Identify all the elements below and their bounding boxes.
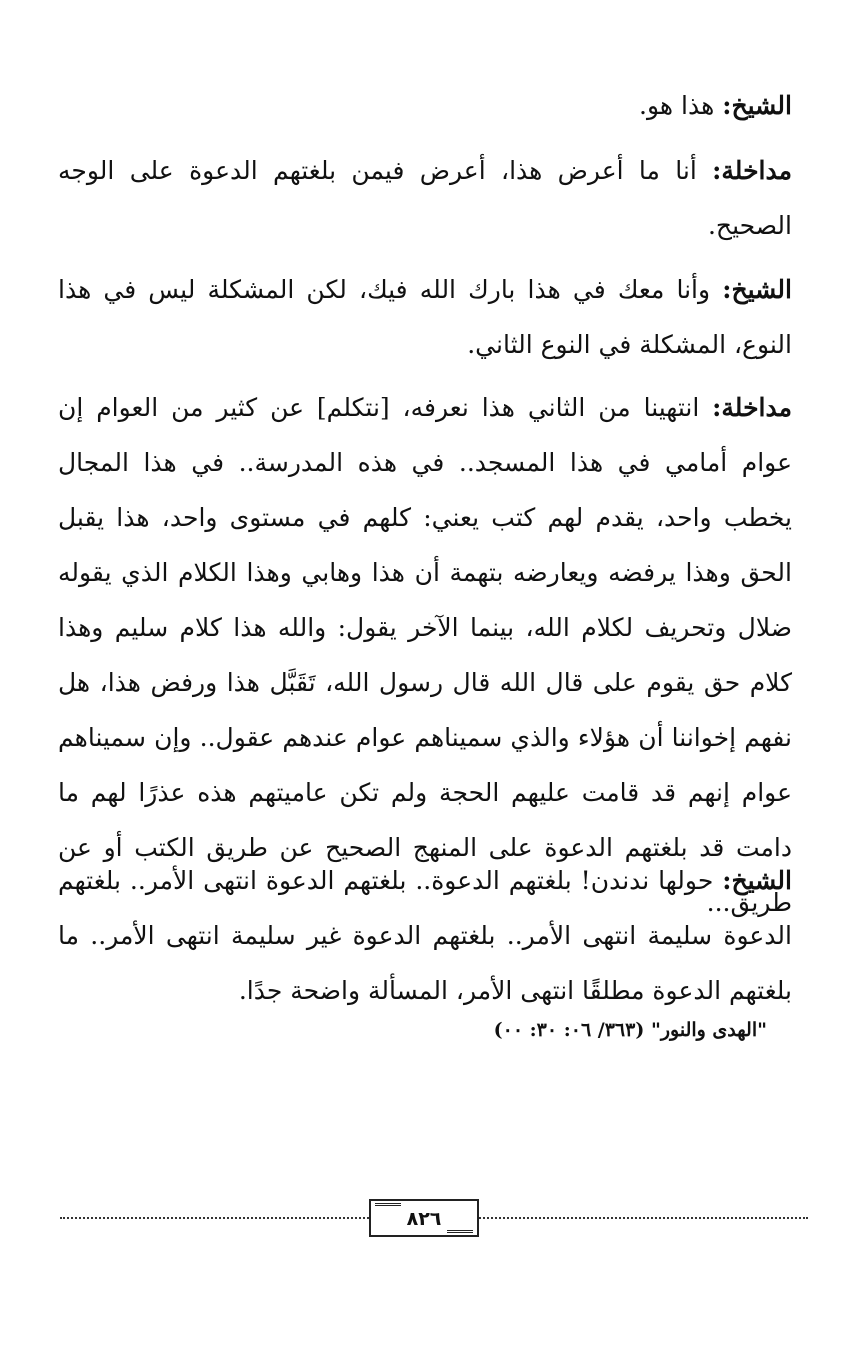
paragraph-4: [58, 380, 792, 930]
speaker-label: الشيخ:: [722, 91, 792, 120]
paragraph-2: [58, 143, 792, 253]
paragraph-text: وأنا معك في هذا بارك الله فيك، لكن المشكلة ليس في هذا النوع، المشكلة في النوع الثاني.: [58, 275, 792, 359]
paragraph-text: أنا ما أعرض هذا، أعرض فيمن بلغتهم الدعوة على الوجه الصحيح.: [58, 156, 792, 240]
speaker-label: مداخلة:: [712, 393, 792, 422]
paragraph-5: [58, 853, 792, 1018]
paragraph-1: [58, 78, 792, 133]
speaker-label: الشيخ:: [722, 275, 792, 304]
speaker-label: مداخلة:: [712, 156, 792, 185]
paragraph-text: انتهينا من الثاني هذا نعرفه، [نتكلم] عن كثير من العوام إن عوام أمامي في هذا المسجد.. في هذه المدرسة.. في هذا المجال يخطب واحد، يقدم لهم كتب يعني: كلهم في مستوى واحد، هذا يقبل الحق وهذا يرفضه ويعارضه بتهمة أن هذا وهابي وهذا الكلام الذي يقوله ضلال وتحريف لكلام الله، بينما الآخر يقول: والله هذا كلام سليم وهذا كلام حق يقوم على قال الله قال رسول الله، تَقَبَّل هذا ورفض هذا، هل نفهم إخواننا أن هؤلاء والذي سميناهم عوام عندهم عقول.. وإن سميناهم عوام إنهم قد قامت عليهم الحجة ولم تكن عاميتهم هذه عذرًا لهم ما دامت قد بلغتهم الدعوة على المنهج الصحيح عن طريق الكتب أو عن طريق...: [58, 393, 792, 917]
paragraph-text: حولها ندندن! بلغتهم الدعوة.. بلغتهم الدعوة انتهى الأمر.. بلغتهم الدعوة سليمة انتهى الأمر.. بلغتهم الدعوة غير سليمة انتهى الأمر.. ما بلغتهم الدعوة مطلقًا انتهى الأمر، المسألة واضحة جدًا.: [58, 866, 792, 1005]
speaker-label: الشيخ:: [722, 866, 792, 895]
page-number-frame: [369, 1199, 479, 1237]
paragraph-text: هذا هو.: [639, 91, 723, 120]
paragraph-3: [58, 262, 792, 372]
source-citation: "الهدى والنور" (٣٦٣/ ٠٦: ٣٠: ٠٠): [493, 1019, 767, 1041]
page-number: ٨٢٦: [406, 1208, 442, 1230]
